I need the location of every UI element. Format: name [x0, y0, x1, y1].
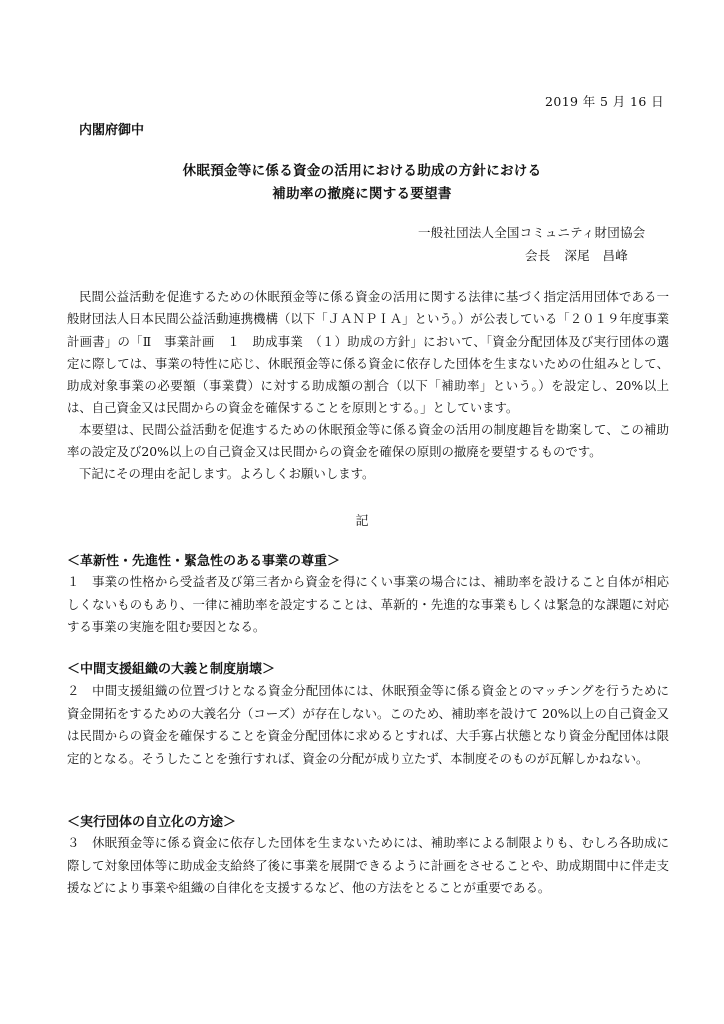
document-title-line-2: 補助率の撤廃に関する要望書	[272, 186, 452, 202]
ki-marker: 記	[355, 514, 369, 529]
request-paragraph: 本要望は、民間公益活動を促進するための休眠預金等に係る資金の活用の制度趣旨を勘案して、この補助率の設定及び20%以上の自己資金又は民間からの資金を確保の原則の撤廃を要望するものです。	[67, 422, 669, 460]
sender-signature-line	[525, 246, 642, 264]
section-body-innovation: １ 事業の性格から受益者及び第三者から資金を得にくい事業の場合には、補助率を設けること自体が相応しくないものもあり、一律に補助率を設定することは、革新的・先進的な事業もしくは緊急的な課題に対応する事業の実施を阻む要因となる。	[67, 574, 669, 635]
sender-organization: 一般社団法人全国コミュニティ財団協会	[418, 225, 646, 240]
sender-role: 会長	[525, 248, 551, 263]
closing-paragraph: 下記にその理由を記します。よろしくお願いします。	[79, 466, 375, 481]
intro-paragraph: 民間公益活動を促進するための休眠預金等に係る資金の活用に関する法律に基づく指定活用団体である一般財団法人日本民間公益活動連携機構（以下「ＪＡＮＰＩＡ」という。）が公表している「２０１９年度事業計画書」の「Ⅱ 事業計画 １ 助成事業 （１）助成の方針」において、「資金分配団体及び実行団体の選定に際しては、事業の特性に応じ、休眠預金等に係る資金に依存した団体を生まないための仕組みとして、助成対象事業の必要額（事業費）に対する助成額の割合（以下「補助率」という。）を設定し、20%以上は、自己資金又は民間からの資金を確保することを原則とする。」としています。	[67, 289, 669, 416]
section-heading-intermediary: ＜中間支援組織の大義と制度崩壊＞	[67, 662, 276, 677]
section-heading-innovation: ＜革新性・先進性・緊急性のある事業の尊重＞	[67, 554, 341, 569]
section-body-intermediary: ２ 中間支援組織の位置づけとなる資金分配団体には、休眠預金等に係る資金とのマッチングを行うために資金開拓をするための大義名分（コーズ）が存在しない。このため、補助率を設けて 20%以上の自己資金又は民間からの資金を確保することを資金分配団体に求めるとすれば、大手寡占状態となり資金分配団体は限定的となる。そうしたことを強行すれば、資金の分配が成り立たず、本制度そのものが瓦解しかねない。	[67, 683, 669, 766]
section-body-independence: ３ 休眠預金等に係る資金に依存した団体を生まないためには、補助率による制限よりも、むしろ各助成に際して対象団体等に助成金支給終了後に事業を展開できるように計画をさせることや、助成期間中に伴走支援などにより事業や組織の自律化を支援するなど、他の方法をとることが重要である。	[67, 835, 669, 896]
addressee: 内閣府御中	[79, 123, 145, 138]
document-date: 2019 年 5 月 16 日	[545, 94, 665, 109]
document-title-line-1: 休眠預金等に係る資金の活用における助成の方針における	[182, 163, 542, 179]
section-heading-independence: ＜実行団体の自立化の方途＞	[67, 815, 237, 830]
sender-name: 深尾 昌峰	[564, 248, 628, 263]
